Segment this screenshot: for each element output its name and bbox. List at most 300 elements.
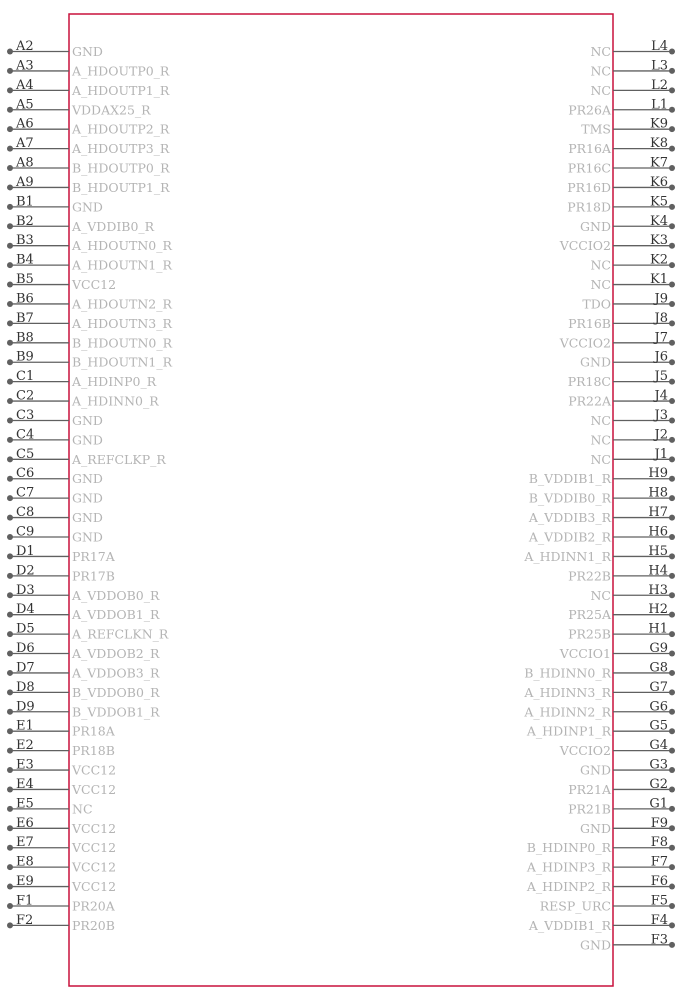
pin-dot [7,398,13,404]
pin-number: E7 [16,835,34,851]
pin-dot [669,320,675,326]
pin-name: A_HDOUTN3_R [72,315,172,331]
pin-name: GND [72,432,103,448]
pin-name: A_VDDIB3_R [528,510,611,526]
pin-G5 [526,719,675,739]
pin-E9 [7,874,116,894]
pin-name: NC [72,801,93,817]
pin-number: A4 [16,77,34,93]
pin-name: A_REFCLKP_R [72,451,166,467]
pin-number: J3 [654,407,668,423]
pin-name: B_HDOUTN0_R [72,335,173,351]
pin-name: A_HDINP2_R [526,879,611,895]
pin-dot [669,651,675,657]
pin-dot [669,87,675,93]
pin-number: A3 [16,58,34,74]
pin-number: B3 [16,233,34,249]
pin-name: B_HDOUTN1_R [72,354,173,370]
pin-name: GND [580,762,611,778]
pin-dot [669,49,675,55]
pin-dot [669,728,675,734]
pin-name: PR18C [567,374,611,390]
pin-name: B_VDDIB0_R [528,490,611,506]
pin-dot [669,146,675,152]
pin-number: B6 [16,291,34,307]
pin-name: NC [590,44,611,59]
pin-F6 [526,874,675,894]
pin-dot [7,320,13,326]
pin-K7 [568,156,675,176]
pin-dot [669,262,675,268]
pin-dot [7,825,13,831]
pin-F3 [580,932,675,952]
pin-dot [669,767,675,773]
pin-name: PR26A [568,102,611,118]
pin-name: NC [590,82,611,98]
pin-number: A2 [16,39,34,54]
pin-H7 [528,505,675,525]
pin-name: GND [72,510,103,526]
pin-number: H6 [648,524,668,540]
pin-name: PR20A [72,898,115,914]
pin-number: G6 [649,699,668,715]
pin-H2 [568,602,675,622]
pin-number: K2 [650,252,668,268]
pin-K9 [581,117,675,137]
pin-dot [7,282,13,288]
pin-dot [7,612,13,618]
pin-D1 [7,544,116,564]
pin-name: A_HDINN3_R [524,684,611,700]
pin-dot [669,592,675,598]
pin-dot [669,806,675,812]
pin-J4 [568,389,675,409]
pin-name: PR25A [568,607,611,623]
pin-dot [7,515,13,521]
pin-number: K7 [650,155,668,171]
pin-name: PR16B [568,315,611,331]
pin-B9 [7,350,173,370]
pin-dot [7,845,13,851]
pin-number: K4 [650,213,668,229]
pin-J1 [590,447,675,467]
pin-number: G8 [649,660,668,676]
pin-dot [7,359,13,365]
pin-number: K9 [650,116,668,132]
pin-number: E6 [16,815,34,831]
pin-dot [7,670,13,676]
pin-name: PR16A [568,141,611,157]
pin-name: B_HDOUTP0_R [72,160,170,176]
pin-number: B1 [16,194,34,210]
pin-J7 [559,330,675,350]
pin-B2 [7,214,155,234]
pin-dot [669,534,675,540]
pin-number: C3 [16,407,35,423]
pin-name: A_HDOUTN2_R [72,296,172,312]
pin-number: B5 [16,272,34,288]
pin-number: F1 [16,893,34,909]
pin-name: A_REFCLKN_R [72,626,169,642]
pin-K3 [559,233,675,253]
pin-number: G7 [649,679,668,695]
pin-B1 [7,194,103,214]
pin-G3 [580,758,675,778]
pin-number: E8 [16,854,34,870]
pin-name: NC [590,587,611,603]
pin-dot [7,379,13,385]
pin-dot [7,456,13,462]
pin-number: H2 [648,602,668,618]
pin-name: A_VDDOB2_R [72,646,160,662]
pin-A9 [7,175,170,195]
pin-number: E9 [16,874,34,890]
pin-B5 [7,272,116,292]
pin-number: D7 [16,660,35,676]
pin-name: PR16C [567,160,611,176]
pin-name: VCC12 [72,840,117,856]
pin-dot [669,553,675,559]
pin-number: F8 [650,835,668,851]
pin-name: A_HDINP3_R [526,859,611,875]
pin-name: PR25B [568,626,611,642]
pin-H9 [529,466,675,486]
pin-dot [669,689,675,695]
pin-G9 [559,641,675,661]
pin-name: VCC12 [72,859,117,875]
pin-number: K3 [650,233,668,249]
pin-K5 [567,194,675,214]
pin-F9 [580,816,675,836]
pin-name: PR18B [72,743,115,759]
pin-dot [669,456,675,462]
pin-H1 [568,622,675,642]
pin-G8 [524,660,675,680]
pin-number: G3 [649,757,668,773]
pin-name: VCC12 [72,277,117,293]
pin-E3 [7,758,116,778]
pin-name: PR17A [72,548,115,564]
pin-F1 [7,893,116,913]
pin-name: NC [590,451,611,467]
pin-dot [669,126,675,132]
pin-dot [669,204,675,210]
pin-number: L3 [651,58,668,74]
pin-name: A_HDOUTP1_R [72,82,170,98]
pin-J5 [568,369,675,389]
pin-name: GND [580,354,611,370]
pin-H8 [529,486,675,506]
pin-name: PR22B [568,568,611,584]
pin-dot [7,689,13,695]
pin-name: A_HDINP0_R [72,374,157,390]
pin-dot [669,68,675,74]
pin-name: PR17B [72,568,115,584]
pin-H6 [528,525,675,545]
pin-number: D5 [16,621,35,637]
pin-B7 [7,311,172,331]
pin-dot [7,243,13,249]
pin-name: B_HDINP0_R [526,840,611,856]
pin-number: E4 [16,776,34,792]
pin-B3 [7,233,172,253]
pin-name: PR21A [568,781,611,797]
pin-number: F2 [16,912,34,928]
pin-C8 [7,505,103,525]
pin-name: B_HDINN0_R [524,665,611,681]
pin-name: GND [72,471,103,487]
pin-dot [669,942,675,948]
pin-number: H5 [648,543,668,559]
pin-name: VCCIO1 [559,646,611,662]
pin-L3 [590,58,675,78]
pin-dot [669,340,675,346]
pin-dot [7,417,13,423]
pin-dot [7,87,13,93]
pin-dot [669,379,675,385]
pin-name: GND [72,199,103,215]
pin-number: G2 [649,776,668,792]
pin-D9 [7,699,160,719]
pin-H3 [590,583,675,603]
pin-B8 [7,330,173,350]
pin-number: L2 [651,77,668,93]
pin-G7 [523,680,675,700]
pin-G1 [568,796,675,816]
pin-name: VCC12 [72,820,117,836]
pin-number: A6 [16,116,34,132]
pin-L1 [568,97,675,117]
pin-name: GND [72,490,103,506]
pin-number: L1 [651,97,668,113]
pin-number: J6 [654,349,668,365]
pin-name: PR18D [567,199,611,215]
pin-dot [7,922,13,928]
pin-B4 [7,253,172,273]
pin-dot [7,806,13,812]
pin-D6 [7,641,160,661]
pin-dot [7,786,13,792]
pin-name: VCCIO2 [559,743,611,759]
pin-dot [7,534,13,540]
pin-number: C6 [16,466,35,482]
pin-number: C9 [16,524,35,540]
pin-number: K6 [650,174,668,190]
pin-number: D6 [16,641,35,657]
pin-dot [7,146,13,152]
pin-name: TMS [581,121,611,137]
pin-D4 [7,602,160,622]
pin-C6 [7,466,103,486]
pin-number: H1 [648,621,668,637]
pin-dot [7,864,13,870]
pin-dot [7,126,13,132]
pin-G4 [559,738,675,758]
pin-J8 [568,311,675,331]
pin-number: E5 [16,796,34,812]
pin-G2 [568,777,675,797]
pin-number: F7 [650,854,668,870]
pin-number: K1 [650,272,668,288]
pin-number: C1 [16,369,35,385]
pin-J2 [590,427,675,447]
pin-dot [7,340,13,346]
pin-K1 [590,272,675,292]
pin-dot [669,184,675,190]
pin-dot [7,301,13,307]
pin-dot [669,670,675,676]
pin-name: NC [590,432,611,448]
pin-number: G9 [649,641,668,657]
pin-E4 [7,777,116,797]
pin-number: A9 [16,174,34,190]
pin-number: J1 [654,446,668,462]
pin-dot [7,476,13,482]
pin-D7 [7,660,160,680]
pin-dot [669,243,675,249]
pin-number: D4 [16,602,35,618]
pin-A5 [7,97,151,117]
pin-number: D9 [16,699,35,715]
pin-name: A_HDOUTP2_R [72,121,170,137]
pin-dot [669,301,675,307]
pin-dot [669,884,675,890]
pin-name: NC [590,412,611,428]
pin-number: J2 [654,427,668,443]
pin-name: TDO [582,296,611,312]
pin-number: E3 [16,757,34,773]
pin-dot [669,631,675,637]
pin-dot [669,476,675,482]
pin-number: D8 [16,679,35,695]
pin-name: A_HDINP1_R [526,723,611,739]
pin-dot [669,903,675,909]
pin-number: L4 [651,39,668,54]
pin-dot [7,728,13,734]
pin-dot [7,437,13,443]
pin-E1 [7,719,116,739]
pin-dot [7,204,13,210]
pin-number: G5 [649,718,668,734]
pin-E6 [7,816,116,836]
pin-dot [7,573,13,579]
pin-name: VCCIO2 [559,238,611,254]
pin-number: G4 [649,738,668,754]
pin-number: C4 [16,427,35,443]
pin-K2 [590,253,675,273]
pin-C5 [7,447,166,467]
pin-number: G1 [649,796,668,812]
pin-dot [669,223,675,229]
pin-dot [669,359,675,365]
pin-name: A_VDDOB0_R [72,587,160,603]
pin-dot [669,845,675,851]
pin-dot [669,573,675,579]
pin-dot [7,903,13,909]
pin-name: A_HDINN2_R [524,704,611,720]
pin-dot [7,107,13,113]
pin-number: B2 [16,213,34,229]
pin-name: VDDAX25_R [72,102,151,118]
pin-A8 [7,156,170,176]
pin-dot [669,107,675,113]
pin-A3 [7,58,170,78]
pin-A7 [7,136,170,156]
pin-dot [7,223,13,229]
pin-dot [669,786,675,792]
pin-B6 [7,291,172,311]
pin-name: A_VDDIB2_R [528,529,611,545]
pin-E5 [7,796,93,816]
pin-dot [669,612,675,618]
pin-number: B4 [16,252,34,268]
pin-F8 [527,835,675,855]
pin-number: H3 [648,582,668,598]
pin-number: J4 [654,388,668,404]
pin-number: C7 [16,485,35,501]
pin-H5 [523,544,675,564]
pin-name: A_HDOUTP0_R [72,63,170,79]
pin-number: H4 [648,563,668,579]
pin-L4 [590,39,675,59]
pin-name: GND [72,529,103,545]
pin-A6 [7,117,170,137]
pin-J9 [582,291,675,311]
pin-dot [669,709,675,715]
pin-name: PR20B [72,917,115,933]
pin-D3 [7,583,160,603]
pin-C4 [7,427,103,447]
pin-E7 [7,835,116,855]
pin-dot [669,417,675,423]
pin-dot [7,709,13,715]
pin-dot [7,495,13,501]
pin-K8 [568,136,675,156]
pin-dot [7,592,13,598]
pin-A2 [7,39,103,59]
pin-dot [669,922,675,928]
pin-dot [7,651,13,657]
pin-dot [7,68,13,74]
pin-E8 [7,855,116,875]
pin-dot [7,631,13,637]
left-pin-group [7,39,173,933]
pin-dot [669,864,675,870]
pin-K4 [580,214,675,234]
pin-number: B8 [16,330,34,346]
pin-name: A_HDOUTN0_R [72,238,172,254]
pin-dot [7,184,13,190]
pin-name: A_VDDIB0_R [72,218,155,234]
pin-number: J7 [654,330,668,346]
pin-number: F9 [650,815,668,831]
pin-G6 [523,699,675,719]
pin-name: NC [590,63,611,79]
pin-C7 [7,486,103,506]
pin-number: H7 [648,505,668,521]
pin-name: PR21B [568,801,611,817]
pin-name: GND [580,218,611,234]
pin-name: A_HDOUTN1_R [72,257,172,273]
pin-A4 [7,78,170,98]
pin-F7 [526,855,675,875]
pin-H4 [568,563,675,583]
pin-number: A8 [16,155,34,171]
pin-number: E2 [16,738,34,754]
pin-J6 [580,350,675,370]
pin-name: B_VDDOB0_R [72,684,160,700]
pin-dot [669,495,675,501]
